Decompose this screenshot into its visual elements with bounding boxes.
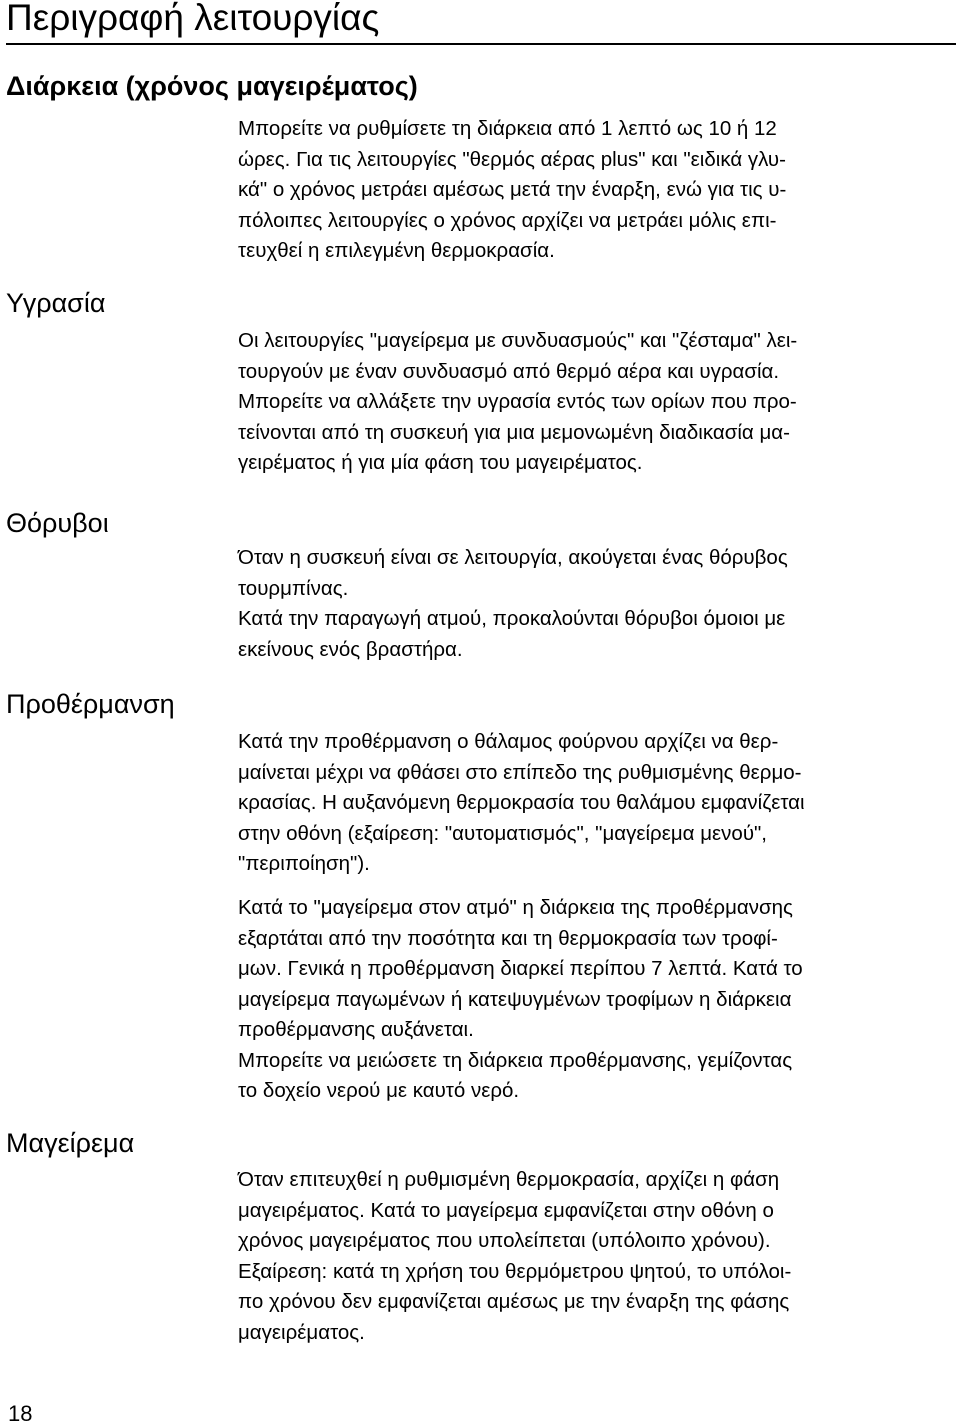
text-line: Μπορείτε να ρυθμίσετε τη διάρκεια από 1 λεπτό ως 10 ή 12: [238, 117, 777, 140]
section-heading-duration: Διάρκεια (χρόνος μαγειρέματος): [6, 71, 418, 101]
text-line: γειρέματος ή για μία φάση του μαγειρέματος.: [238, 451, 643, 474]
title-divider: [6, 43, 956, 45]
section-heading-humidity: Υγρασία: [6, 288, 106, 318]
text-line: Οι λειτουργίες "μαγείρεμα με συνδυασμούς" και "ζέσταμα" λει-: [238, 329, 798, 352]
paragraph-preheating-2: [238, 893, 938, 1107]
text-line: εξαρτάται από την ποσότητα και τη θερμοκρασία των τροφί-: [238, 926, 778, 950]
text-line: χρόνος μαγειρέματος που υπολείπεται (υπόλοιπο χρόνου).: [238, 1229, 771, 1252]
text-line: εκείνους ενός βραστήρα.: [238, 637, 463, 661]
paragraph-humidity: [238, 326, 938, 479]
text-line: Μπορείτε να αλλάξετε την υγρασία εντός των ορίων που προ-: [238, 390, 797, 413]
text-line: μαγειρέματος.: [238, 1320, 365, 1344]
text-line: ώρες. Για τις λειτουργίες "θερμός αέρας plus" και "ειδικά γλυ-: [238, 147, 786, 171]
text-line: Κατά την προθέρμανση ο θάλαμος φούρνου αρχίζει να θερ-: [238, 730, 779, 753]
text-line: στην οθόνη (εξαίρεση: "αυτοματισμός", "μαγείρεμα μενού",: [238, 821, 767, 845]
text-line: τευχθεί η επιλεγμένη θερμοκρασία.: [238, 239, 555, 262]
text-line: "περιποίηση").: [238, 852, 370, 875]
paragraph-preheating-1: [238, 727, 938, 880]
text-line: κρασίας. Η αυξανόμενη θερμοκρασία του θαλάμου εμφανίζεται: [238, 791, 805, 814]
page-title: Περιγραφή λειτουργίας: [6, 0, 380, 38]
paragraph-noises: [238, 543, 938, 665]
text-line: πόλοιπες λειτουργίες ο χρόνος αρχίζει να μετράει μόλις επι-: [238, 208, 777, 232]
page-number: 18: [8, 1401, 33, 1426]
text-line: Κατά το "μαγείρεμα στον ατμό" η διάρκεια της προθέρμανσης: [238, 896, 793, 919]
text-line: Κατά την παραγωγή ατμού, προκαλούνται θόρυβοι όμοιοι με: [238, 607, 786, 630]
text-line: μαγείρεμα παγωμένων ή κατεψυγμένων τροφίμων η διάρκεια: [238, 987, 792, 1011]
paragraph-cooking: [238, 1165, 938, 1348]
text-line: τουργούν με έναν συνδυασμό από θερμό αέρα και υγρασία.: [238, 359, 780, 383]
text-line: Όταν η συσκευή είναι σε λειτουργία, ακούγεται ένας θόρυβος: [238, 546, 788, 569]
text-line: τουρμπίνας.: [238, 576, 349, 600]
text-line: κά" ο χρόνος μετράει αμέσως μετά την έναρξη, ενώ για τις υ-: [238, 178, 787, 201]
text-line: μαίνεται μέχρι να φθάσει στο επίπεδο της ρυθμισμένης θερμο-: [238, 760, 802, 784]
text-line: το δοχείο νερού με καυτό νερό.: [238, 1079, 520, 1102]
text-line: τείνονται από τη συσκευή για μια μεμονωμένη διαδικασία μα-: [238, 420, 790, 444]
section-heading-preheating: Προθέρμανση: [6, 689, 175, 719]
text-line: προθέρμανσης αυξάνεται.: [238, 1018, 474, 1041]
section-heading-cooking: Μαγείρεμα: [6, 1128, 135, 1158]
text-line: Μπορείτε να μειώσετε τη διάρκεια προθέρμανσης, γεμίζοντας: [238, 1048, 793, 1072]
paragraph-duration: [238, 114, 938, 267]
text-line: Όταν επιτευχθεί η ρυθμισμένη θερμοκρασία, αρχίζει η φάση: [238, 1168, 780, 1191]
text-line: Εξαίρεση: κατά τη χρήση του θερμόμετρου ψητού, το υπόλοι-: [238, 1259, 792, 1283]
text-line: μων. Γενικά η προθέρμανση διαρκεί περίπου 7 λεπτά. Κατά το: [238, 957, 803, 980]
text-line: μαγειρέματος. Κατά το μαγείρεμα εμφανίζεται στην οθόνη ο: [238, 1198, 774, 1222]
text-line: πο χρόνου δεν εμφανίζεται αμέσως με την έναρξη της φάσης: [238, 1290, 790, 1313]
section-heading-noises: Θόρυβοι: [6, 508, 109, 538]
